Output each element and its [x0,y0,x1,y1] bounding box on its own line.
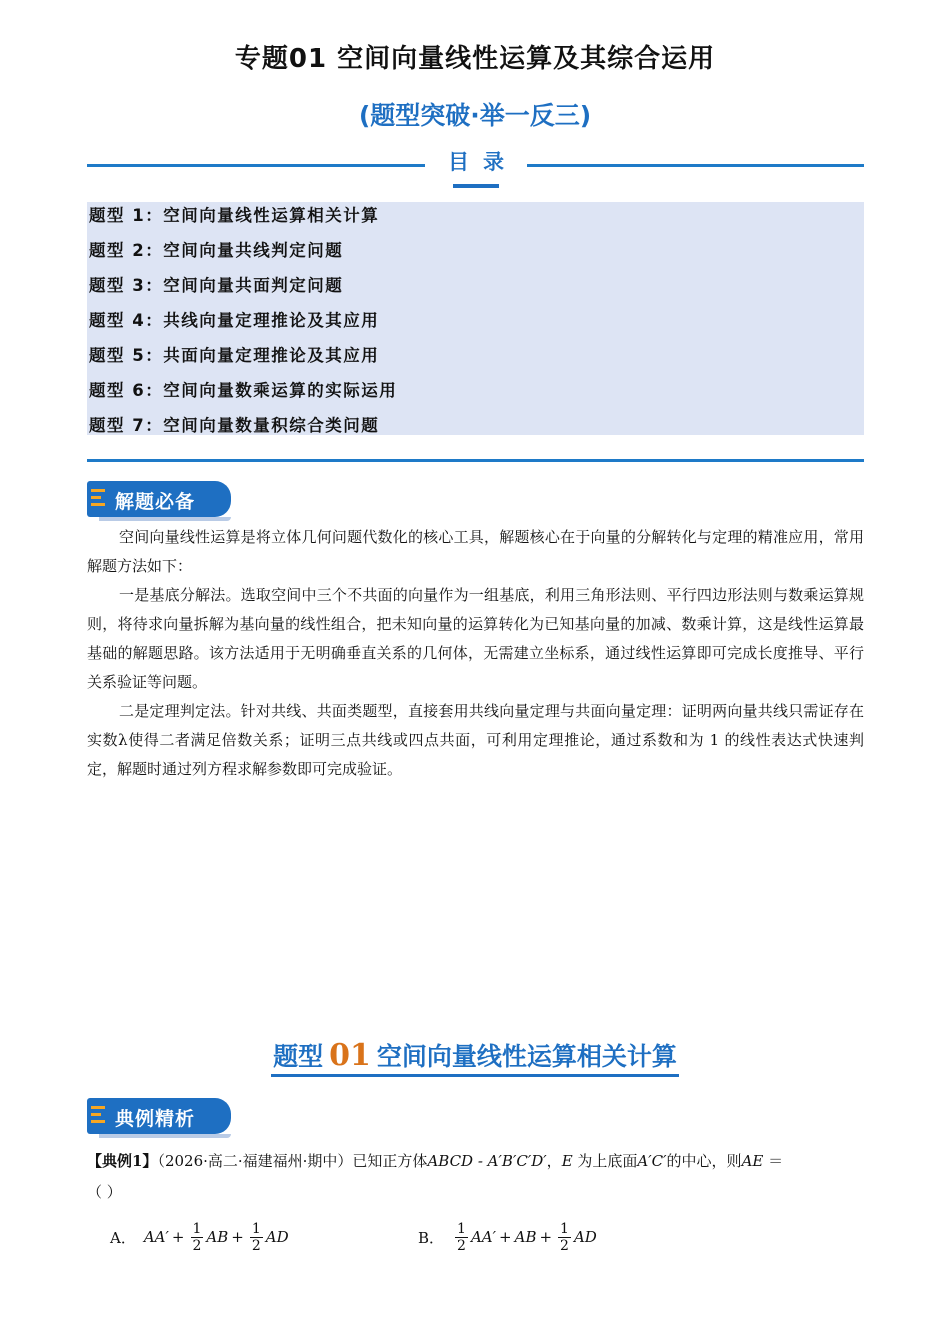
example-equals: ＝ [763,1152,784,1170]
list-icon [91,1106,105,1126]
fraction-denominator: 2 [560,1237,569,1254]
section-title-text: 空间向量线性运算相关计算 [376,1042,677,1071]
toc-item-6[interactable]: 题型 6：空间向量数乘运算的实际运用 [89,381,398,400]
option-b-term-3: AD [573,1228,597,1246]
toc-header [87,146,864,192]
method-badge [87,481,231,517]
toc-item-1[interactable]: 题型 1：空间向量线性运算相关计算 [89,206,380,225]
option-a-term-3: AD [265,1228,289,1246]
examples-badge-label: 典例精析 [115,1108,196,1130]
example-label: 【典例1】 [87,1152,158,1170]
section-divider [87,459,864,462]
method-paragraph-2: 一是基底分解法。选取空间中三个不共面的向量作为一组基底，利用三角形法则、平行四边形法则与数乘运算规则，将待求向量拆解为基向量的线性组合，把未知向量的运算转化为已知基向量的加减、数乘计算，这是线性运算最基础的解题思路。该方法适用于无明确垂直关系的几何体，无需建立坐标系，通过线性运算即可完成长度推导、平行关系验证等问题。 [87,586,864,691]
method-badge-label: 解题必备 [115,491,196,513]
method-paragraph-1: 空间向量线性运算是将立体几何问题代数化的核心工具，解题核心在于向量的分解转化与定理的精准应用，常用解题方法如下： [87,528,864,575]
option-a-term-1: AA′ [143,1228,169,1246]
page-subtitle: (题型突破·举一反三) [358,101,592,130]
example-1-question [87,1146,864,1208]
toc-heading-underline [453,184,499,188]
toc-item-7[interactable]: 题型 7：空间向量数量积综合类问题 [89,416,380,435]
example-face: A′C′ [637,1152,667,1170]
option-b-plus-2: + [539,1228,553,1246]
toc-rule-left [87,164,425,167]
section-number: 01 [329,1038,371,1073]
option-b[interactable] [418,1212,597,1262]
toc-item-4[interactable]: 题型 4：共线向量定理推论及其应用 [89,311,380,330]
option-b-plus-1: + [499,1228,512,1246]
toc-rule-right [527,164,864,167]
option-b-fraction-2 [558,1221,571,1254]
fraction-numerator: 1 [251,1220,261,1237]
list-icon [91,489,105,509]
option-a[interactable] [110,1212,289,1262]
fraction-numerator: 1 [560,1220,569,1237]
example-source: （2026·高二·福建福州·期中） [157,1152,353,1170]
toc-item-5[interactable]: 题型 5：共面向量定理推论及其应用 [89,346,380,365]
section-prefix: 题型 [273,1042,324,1071]
option-a-fraction-2 [250,1221,263,1254]
option-b-letter: B． [418,1228,445,1247]
option-a-plus-1: + [171,1228,185,1246]
option-b-term-2: AB [514,1228,537,1246]
method-paragraph-3: 二是定理判定法。针对共线、共面类题型，直接套用共线向量定理与共面向量定理：证明两向量共线只需证存在实数λ使得二者满足倍数关系；证明三点共线或四点共面，可利用定理推论，通过系数和为 1 的线性表达式快速判定，解题时通过列方程求解参数即可完成验证。 [87,702,864,778]
fraction-denominator: 2 [457,1237,466,1254]
option-b-fraction-1 [455,1221,468,1254]
example-blank: （ ） [87,1183,122,1201]
toc-item-2[interactable]: 题型 2：空间向量共线判定问题 [89,241,344,260]
examples-badge [87,1098,231,1134]
fraction-numerator: 1 [192,1220,202,1237]
toc-list [87,202,864,435]
fraction-denominator: 2 [192,1237,202,1254]
example-text-mid: 为上底面 [572,1152,638,1170]
example-point: E [561,1152,573,1170]
example-text-after: 的中心，则 [666,1152,742,1170]
option-a-letter: A． [110,1228,136,1247]
option-a-term-2: AB [206,1228,229,1246]
option-a-fraction-1 [191,1221,204,1254]
toc-item-3[interactable]: 题型 3：空间向量共面判定问题 [89,276,344,295]
example-text-before: 已知正方体 [352,1152,428,1170]
example-comma: ， [546,1152,562,1170]
toc-heading: 目录 [448,150,518,174]
fraction-denominator: 2 [251,1237,261,1254]
page-title: 专题01 空间向量线性运算及其综合运用 [234,44,716,74]
fraction-numerator: 1 [457,1220,466,1237]
option-a-plus-2: + [231,1228,244,1246]
option-b-term-1: AA′ [470,1228,497,1246]
section-heading [0,1037,950,1077]
example-solid: ABCD - A′B′C′D′ [427,1152,547,1170]
example-target: AE [741,1152,764,1170]
